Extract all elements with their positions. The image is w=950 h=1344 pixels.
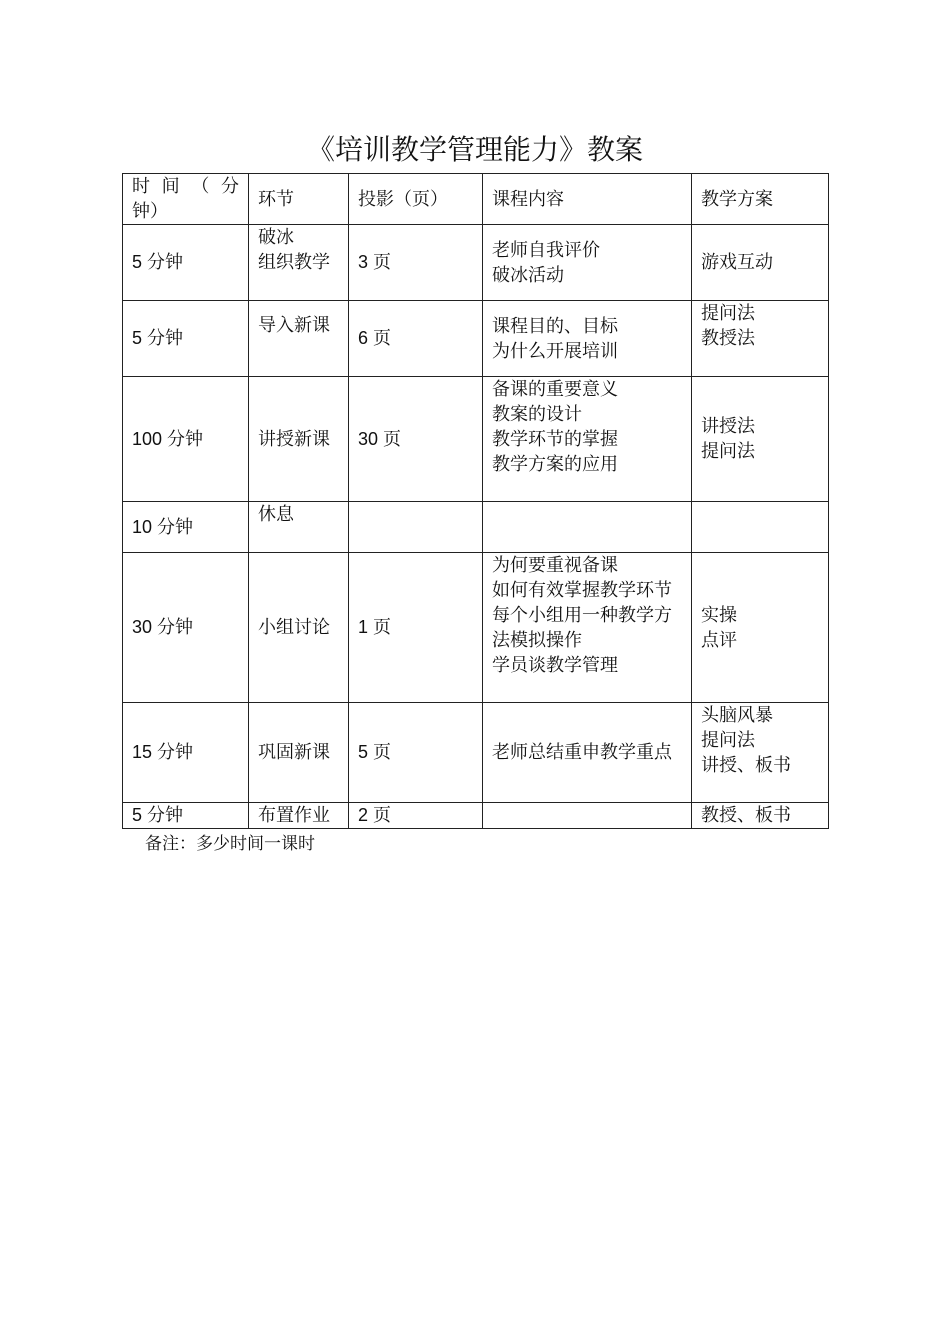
method-cell: [692, 803, 829, 829]
header-method: 教学方案: [692, 174, 829, 225]
method-cell: [692, 502, 829, 553]
segment-line: 小组讨论: [258, 617, 330, 638]
content-cell: [483, 377, 692, 502]
content-line: 每个小组用一种教学方: [492, 605, 672, 626]
document-title: 《培训教学管理能力》教案: [306, 133, 643, 166]
lesson-plan-table: [122, 173, 829, 829]
content-line: 破冰活动: [492, 264, 564, 286]
method-line: 实操: [701, 604, 737, 626]
header-time-line2: 钟）: [132, 201, 168, 222]
time-cell: 5 分钟: [123, 803, 249, 829]
content-cell: [483, 553, 692, 703]
content-line: 教学方案的应用: [492, 454, 618, 475]
segment-line: 布置作业: [258, 805, 330, 826]
content-line: 备课的重要意义: [492, 379, 618, 400]
content-line: 为什么开展培训: [492, 340, 618, 362]
header-segment: 环节: [249, 174, 349, 225]
content-cell: [483, 301, 692, 377]
table-row: [123, 703, 829, 803]
time-cell: 10 分钟: [123, 502, 249, 553]
slides-cell: 6 页: [349, 301, 483, 377]
content-cell: [483, 703, 692, 803]
content-line: 教案的设计: [492, 404, 582, 425]
segment-cell: [249, 225, 349, 301]
content-line: 为何要重视备课: [492, 555, 618, 576]
time-cell: 30 分钟: [123, 553, 249, 703]
content-line: 如何有效掌握教学环节: [492, 580, 672, 601]
method-cell: [692, 377, 829, 502]
table-row: [123, 502, 829, 553]
segment-cell: [249, 703, 349, 803]
segment-line: 导入新课: [258, 315, 330, 336]
method-line: 游戏互动: [701, 252, 773, 273]
time-cell: 5 分钟: [123, 301, 249, 377]
content-line: 老师总结重申教学重点: [492, 742, 672, 763]
content-cell: [483, 225, 692, 301]
table-row: [123, 377, 829, 502]
method-cell: [692, 703, 829, 803]
segment-cell: [249, 803, 349, 829]
slides-cell: 5 页: [349, 703, 483, 803]
method-line: 提问法: [701, 730, 755, 751]
segment-line: 休息: [258, 504, 294, 525]
table-row: [123, 225, 829, 301]
segment-cell: [249, 553, 349, 703]
time-cell: 100 分钟: [123, 377, 249, 502]
slides-cell: 30 页: [349, 377, 483, 502]
table-row: [123, 301, 829, 377]
method-line: 教授法: [701, 328, 755, 349]
header-time-line1: 时 间 （ 分: [132, 176, 239, 197]
slides-cell: 2 页: [349, 803, 483, 829]
content-line: 老师自我评价: [492, 239, 600, 261]
method-line: 头脑风暴: [701, 705, 773, 726]
segment-cell: [249, 377, 349, 502]
content-line: 课程目的、目标: [492, 315, 618, 337]
segment-cell: [249, 502, 349, 553]
content-line: 法模拟操作: [492, 630, 582, 651]
method-line: 讲授、板书: [701, 755, 791, 776]
method-line: 提问法: [701, 441, 755, 462]
table-row: [123, 803, 829, 829]
segment-line: 巩固新课: [258, 742, 330, 763]
remark-note: 备注：多少时间一课时: [145, 834, 315, 854]
method-cell: [692, 225, 829, 301]
content-line: 学员谈教学管理: [492, 655, 618, 676]
header-slides: 投影（页）: [349, 174, 483, 225]
method-cell: [692, 301, 829, 377]
method-cell: [692, 553, 829, 703]
method-line: 点评: [701, 629, 737, 651]
segment-line: 破冰: [258, 227, 294, 248]
slides-cell: [349, 502, 483, 553]
time-cell: 5 分钟: [123, 225, 249, 301]
time-cell: 15 分钟: [123, 703, 249, 803]
slides-cell: 1 页: [349, 553, 483, 703]
content-cell: [483, 502, 692, 553]
method-line: 提问法: [701, 303, 755, 324]
content-cell: [483, 803, 692, 829]
method-line: 教授、板书: [701, 805, 791, 826]
header-time: [123, 174, 249, 225]
table-row: [123, 553, 829, 703]
content-line: 教学环节的掌握: [492, 429, 618, 450]
method-line: 讲授法: [701, 416, 755, 437]
segment-line: 组织教学: [258, 252, 330, 273]
header-content: 课程内容: [483, 174, 692, 225]
slides-cell: 3 页: [349, 225, 483, 301]
segment-line: 讲授新课: [258, 428, 330, 450]
segment-cell: [249, 301, 349, 377]
table-header-row: [123, 174, 829, 225]
